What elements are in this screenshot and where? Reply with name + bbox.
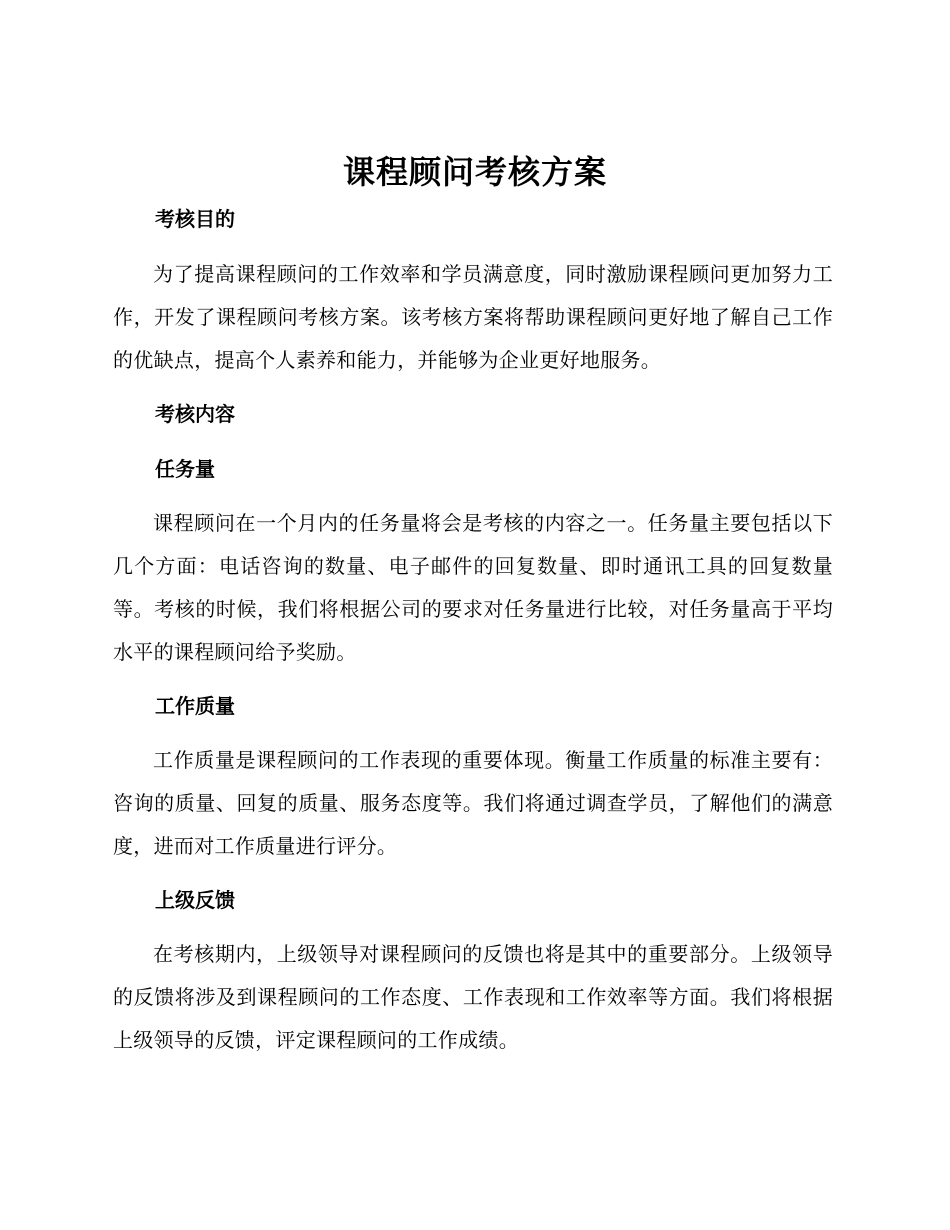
section-paragraph-quality: 工作质量是课程顾问的工作表现的重要体现。衡量工作质量的标准主要有：咨询的质量、回复的质量、服务态度等。我们将通过调查学员，了解他们的满意度，进而对工作质量进行评分。 [113,748,833,858]
section-paragraph-workload: 课程顾问在一个月内的任务量将会是考核的内容之一。任务量主要包括以下几个方面：电话咨询的数量、电子邮件的回复数量、即时通讯工具的回复数量等。考核的时候，我们将根据公司的要求对任务量进行比较，对任务量高于平均水平的课程顾问给予奖励。 [113,511,833,664]
section-paragraph-feedback: 在考核期内，上级领导对课程顾问的反馈也将是其中的重要部分。上级领导的反馈将涉及到课程顾问的工作态度、工作表现和工作效率等方面。我们将根据上级领导的反馈，评定课程顾问的工作成绩。 [113,942,833,1052]
section-heading-content: 考核内容 [155,402,235,426]
document-title: 课程顾问考核方案 [342,153,607,191]
section-heading-quality: 工作质量 [155,694,235,718]
section-heading-purpose: 考核目的 [155,207,235,231]
section-heading-feedback: 上级反馈 [155,888,235,912]
section-paragraph-purpose: 为了提高课程顾问的工作效率和学员满意度，同时激励课程顾问更加努力工作，开发了课程顾问考核方案。该考核方案将帮助课程顾问更好地了解自己工作的优缺点，提高个人素养和能力，并能够为企业更好地服务。 [113,262,833,372]
section-heading-workload: 任务量 [155,457,215,481]
